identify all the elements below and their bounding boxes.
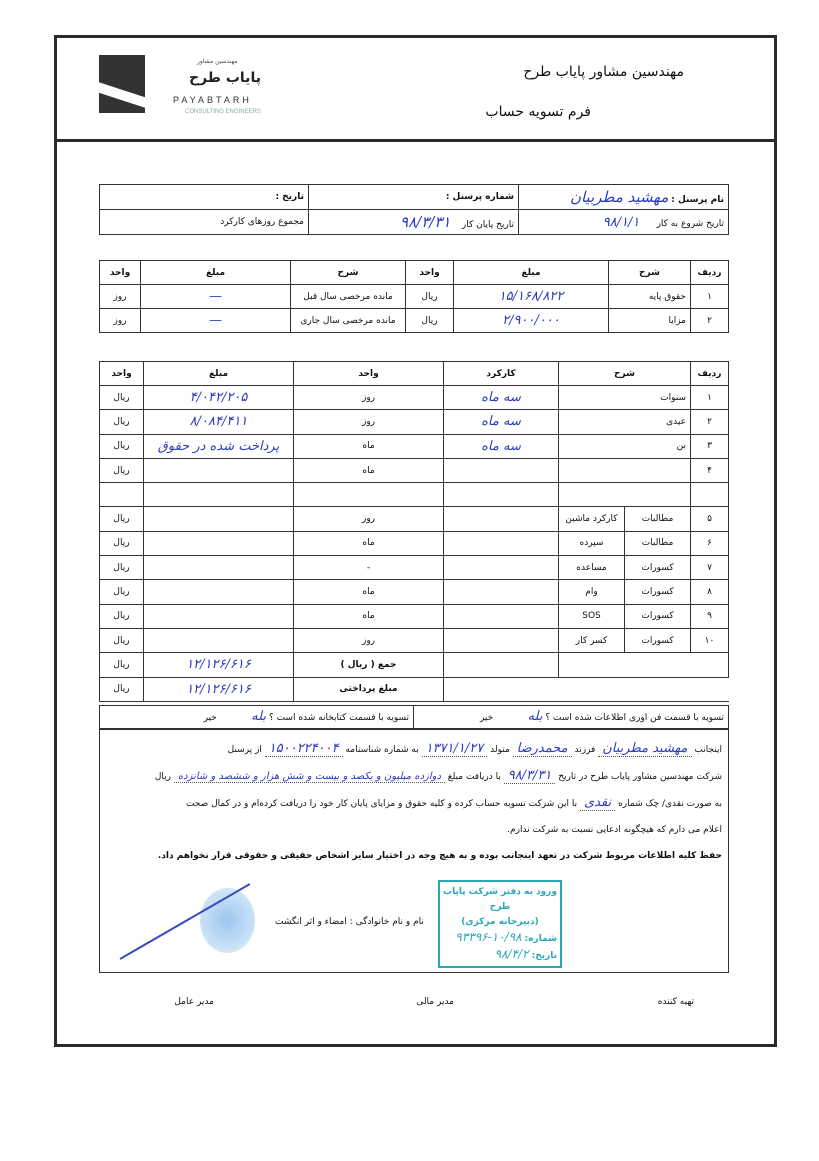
row-unit-2: روز: [100, 285, 141, 309]
paid-row: [100, 677, 729, 701]
stamp-date: ۹۸/۴/۲: [494, 947, 529, 961]
row-work-value[interactable]: [444, 507, 559, 531]
row-number: ۱: [691, 386, 729, 410]
row-currency: ریال: [100, 556, 144, 580]
preparer-signature: تهیه کننده: [657, 997, 694, 1007]
date-label: تاریخ :: [275, 192, 304, 202]
end-date-value: ۹۸/۳/۳۱: [400, 213, 451, 231]
signature-label: نام و نام خانوادگی : امضاء و اثر انگشت: [275, 917, 424, 927]
header-unit: واحد: [406, 261, 454, 285]
row-number: ۷: [691, 556, 729, 580]
row-work-value[interactable]: سه ماه: [444, 386, 559, 410]
table-row: [100, 458, 729, 482]
id-number-field[interactable]: ۱۵۰۰۲۲۴۰۰۴: [265, 741, 343, 757]
salary-table: [99, 260, 729, 333]
row-currency: ریال: [100, 386, 144, 410]
settlement-form: [54, 35, 777, 1047]
row-amount[interactable]: ۴/۰۴۲/۲۰۵: [144, 386, 294, 410]
row-description: بن: [559, 434, 691, 458]
row-amount[interactable]: [144, 628, 294, 652]
table-row: [100, 309, 729, 333]
row-description: سپرده: [559, 531, 625, 555]
row-unit: روز: [294, 410, 444, 434]
row-description: عیدی: [559, 410, 691, 434]
row-currency: ریال: [100, 531, 144, 555]
header-desc: شرح: [559, 362, 691, 386]
row-unit: روز: [294, 628, 444, 652]
table-row: [100, 531, 729, 555]
row-number: ۴: [691, 458, 729, 482]
prev-leave-amount[interactable]: —: [141, 285, 291, 309]
curr-leave-amount[interactable]: —: [141, 309, 291, 333]
row-unit: ریال: [406, 285, 454, 309]
signature-area: [100, 880, 728, 972]
row-category: کسورات: [625, 556, 691, 580]
total-row: [100, 653, 729, 677]
salary-header-row: [100, 261, 729, 285]
declaration-line-2: [106, 763, 722, 790]
clearance-checks: [99, 705, 729, 729]
table-row: [100, 434, 729, 458]
start-date-label: تاریخ شروع به کار: [656, 218, 724, 229]
table-row: [100, 556, 729, 580]
declaration-block: [99, 729, 729, 973]
amount-words-field[interactable]: دوازده میلیون و یکصد و بیست و شش هزار و ششصد و شانزده: [174, 771, 445, 783]
empty-cell: [444, 653, 559, 677]
logo-fa-subtitle: مهندسین مشاور: [197, 58, 238, 65]
table-row: [100, 386, 729, 410]
father-name-field[interactable]: محمدرضا: [513, 741, 572, 757]
table-row: [100, 604, 729, 628]
stamp-date-label: تاریخ:: [531, 951, 557, 961]
row-number: ۶: [691, 531, 729, 555]
row-currency: ریال: [100, 580, 144, 604]
row-number: ۲: [691, 410, 729, 434]
row-category: کسورات: [625, 604, 691, 628]
table-row: [100, 483, 729, 507]
row-description: SOS: [559, 604, 625, 628]
row-unit-2: روز: [100, 309, 141, 333]
row-description: کارکرد ماشین: [559, 507, 625, 531]
row-amount[interactable]: [144, 483, 294, 507]
row-currency: ریال: [100, 628, 144, 652]
logo-fa-name: پایاب طرح: [189, 70, 261, 86]
it-clearance: [413, 706, 728, 728]
declaration-text: ریال: [154, 772, 172, 782]
row-currency: [100, 483, 144, 507]
registry-stamp: [438, 880, 562, 968]
declaration-text: فرزند: [574, 745, 596, 755]
row-category: کسورات: [625, 580, 691, 604]
declaration-text: با این شرکت تسویه حساب کرده و کلیه حقوق و مزایای پایان کار خود را دریافت کرده‌ام و در کمال صحت: [185, 799, 578, 809]
row-description: مساعده: [559, 556, 625, 580]
library-question: تسویه با قسمت کتابخانه شده است ؟: [268, 713, 409, 723]
row-work-value[interactable]: [444, 531, 559, 555]
declaration-line-4: اعلام می دارم که هیچگونه ادعایی نسبت به شرکت ندارم.: [507, 825, 722, 835]
row-amount[interactable]: [144, 556, 294, 580]
row-number: ۸: [691, 580, 729, 604]
declaration-text: اینجانب: [694, 745, 722, 755]
start-date-cell[interactable]: [519, 210, 729, 235]
row-description-2: مانده مرخصی سال قبل: [291, 285, 406, 309]
table-row: [100, 507, 729, 531]
declaration-text: از پرسنل: [227, 745, 262, 755]
items-table: [99, 361, 729, 702]
company-title: مهندسین مشاور پایاب طرح: [523, 64, 684, 80]
total-days-cell[interactable]: [100, 210, 309, 235]
row-amount[interactable]: [144, 507, 294, 531]
row-description: مزایا: [609, 309, 691, 333]
empty-cell: [444, 677, 729, 701]
row-number: ۳: [691, 434, 729, 458]
row-amount[interactable]: پرداخت شده در حقوق: [144, 434, 294, 458]
row-currency: ریال: [100, 604, 144, 628]
table-row: [100, 410, 729, 434]
ceo-signature: مدیر عامل: [174, 997, 214, 1007]
library-no-option[interactable]: خیر: [203, 713, 217, 723]
total-currency: ریال: [100, 653, 144, 677]
row-work-value[interactable]: [444, 556, 559, 580]
declaration-text: به شماره شناسنامه: [345, 745, 419, 755]
row-work-value[interactable]: [444, 458, 559, 482]
declaration-text: شرکت مهندسین مشاور پایاب طرح در تاریخ: [558, 772, 722, 782]
row-category: کسورات: [625, 628, 691, 652]
logo-en-name: PAYABTARH: [173, 95, 252, 105]
stamp-number-label: شماره:: [524, 934, 557, 944]
row-description-2: مانده مرخصی سال جاری: [291, 309, 406, 333]
row-work-value[interactable]: سه ماه: [444, 434, 559, 458]
row-unit: ماه: [294, 531, 444, 555]
declaration-line-1: [106, 736, 722, 763]
items-header-row: [100, 362, 729, 386]
row-description: وام: [559, 580, 625, 604]
it-question: تسویه با قسمت فن اوری اطلاعات شده است ؟: [545, 713, 724, 723]
row-unit: [294, 483, 444, 507]
base-salary-amount[interactable]: ۱۵/۱۶۸/۸۲۲: [454, 285, 609, 309]
row-currency: ریال: [100, 410, 144, 434]
row-number: [691, 483, 729, 507]
row-unit: ماه: [294, 458, 444, 482]
declaration-text: با دریافت مبلغ: [447, 772, 501, 782]
row-work-value[interactable]: [444, 628, 559, 652]
header-amount-2: مبلغ: [141, 261, 291, 285]
header-row-no: ردیف: [691, 261, 729, 285]
row-currency: ریال: [100, 507, 144, 531]
row-unit: ماه: [294, 434, 444, 458]
employee-name-field[interactable]: مهشید مطربیان: [598, 741, 691, 757]
declaration-line-3: [106, 790, 722, 817]
row-description: سنوات: [559, 386, 691, 410]
start-date-value: ۹۸/۱/۱: [602, 214, 640, 230]
header-row-no: ردیف: [691, 362, 729, 386]
row-amount[interactable]: [144, 604, 294, 628]
empty-cell: [559, 653, 729, 677]
form-title: فرم تسویه حساب: [485, 104, 591, 120]
row-amount[interactable]: [144, 458, 294, 482]
total-days-label: مجموع روزهای کارکرد: [220, 217, 304, 227]
name-value: مهشید مطربیان: [569, 188, 669, 206]
table-row: [100, 285, 729, 309]
row-work-value[interactable]: سه ماه: [444, 410, 559, 434]
end-date-cell[interactable]: [309, 210, 519, 235]
it-yes-option[interactable]: بله: [527, 709, 543, 724]
header-unit: واحد: [294, 362, 444, 386]
row-work-value[interactable]: [444, 580, 559, 604]
row-unit: روز: [294, 507, 444, 531]
paid-currency: ریال: [100, 677, 144, 701]
personnel-no-label: شماره پرسنل :: [445, 192, 514, 202]
row-description: حقوق پایه: [609, 285, 691, 309]
row-number: ۱: [691, 285, 729, 309]
table-row: [100, 628, 729, 652]
row-currency: ریال: [100, 434, 144, 458]
paid-amount[interactable]: ۱۲/۱۲۶/۶۱۶: [144, 677, 294, 701]
row-work-value[interactable]: [444, 604, 559, 628]
stamp-line-1: ورود به دفتر شرکت پایاب طرح: [443, 887, 557, 912]
payment-method-field[interactable]: نقدی: [580, 795, 615, 811]
declaration-text: متولد: [490, 745, 510, 755]
declaration-line-5: حفظ کلیه اطلاعات مربوط شرکت در تعهد اینجانب بوده و به هیچ وجه در اختیار سایر اشخاص حقیقی و حقوقی قرار نخواهم داد.: [157, 851, 722, 861]
stamp-number: ۱۰/۹۸-۹۳۳۹۶: [455, 930, 522, 944]
row-currency: ریال: [100, 458, 144, 482]
library-clearance: [100, 706, 413, 728]
header-amount: مبلغ: [144, 362, 294, 386]
total-label: جمع ( ریال ): [294, 653, 444, 677]
name-cell[interactable]: [519, 185, 729, 210]
birth-date-field[interactable]: ۱۳۷۱/۱/۲۷: [422, 741, 488, 757]
row-amount[interactable]: ۸/۰۸۴/۴۱۱: [144, 410, 294, 434]
date-cell[interactable]: [100, 185, 309, 210]
end-date-label: تاریخ پایان کار: [461, 220, 514, 230]
row-unit: روز: [294, 386, 444, 410]
paid-label: مبلغ پرداختی: [294, 677, 444, 701]
logo-icon: [99, 55, 145, 113]
row-unit: -: [294, 556, 444, 580]
finance-manager-signature: مدیر مالی: [416, 997, 454, 1007]
row-unit: ماه: [294, 580, 444, 604]
header-currency: واحد: [100, 362, 144, 386]
row-unit: ریال: [406, 309, 454, 333]
personnel-no-cell[interactable]: [309, 185, 519, 210]
it-no-option[interactable]: خیر: [479, 713, 494, 723]
row-amount[interactable]: [144, 580, 294, 604]
row-number: ۱۰: [691, 628, 729, 652]
header-desc-2: شرح: [291, 261, 406, 285]
row-number: ۹: [691, 604, 729, 628]
declaration-text: به صورت نقدی/ چک شماره: [618, 799, 722, 809]
row-category: مطالبات: [625, 531, 691, 555]
row-number: ۲: [691, 309, 729, 333]
header-work: کارکرد: [444, 362, 559, 386]
row-work-value[interactable]: [444, 483, 559, 507]
total-amount[interactable]: ۱۲/۱۲۶/۶۱۶: [144, 653, 294, 677]
library-yes-option[interactable]: بله: [251, 709, 267, 724]
benefits-amount[interactable]: ۲/۹۰۰/۰۰۰: [454, 309, 609, 333]
row-description: کسر کار: [559, 628, 625, 652]
settlement-date-field[interactable]: ۹۸/۳/۳۱: [504, 768, 556, 784]
row-unit: ماه: [294, 604, 444, 628]
personal-info-table: [99, 184, 729, 235]
row-description: [559, 458, 691, 482]
row-amount[interactable]: [144, 531, 294, 555]
header-unit-2: واحد: [100, 261, 141, 285]
row-description: [559, 483, 691, 507]
header-desc: شرح: [609, 261, 691, 285]
logo-en-subtitle: CONSULTING ENGINEERS: [185, 109, 261, 115]
table-row: [100, 580, 729, 604]
stamp-line-2: (دبیرخانه مرکزی): [461, 917, 539, 927]
name-label: نام پرسنل :: [671, 195, 724, 205]
row-category: مطالبات: [625, 507, 691, 531]
header-amount: مبلغ: [454, 261, 609, 285]
row-number: ۵: [691, 507, 729, 531]
form-header: [57, 38, 774, 142]
